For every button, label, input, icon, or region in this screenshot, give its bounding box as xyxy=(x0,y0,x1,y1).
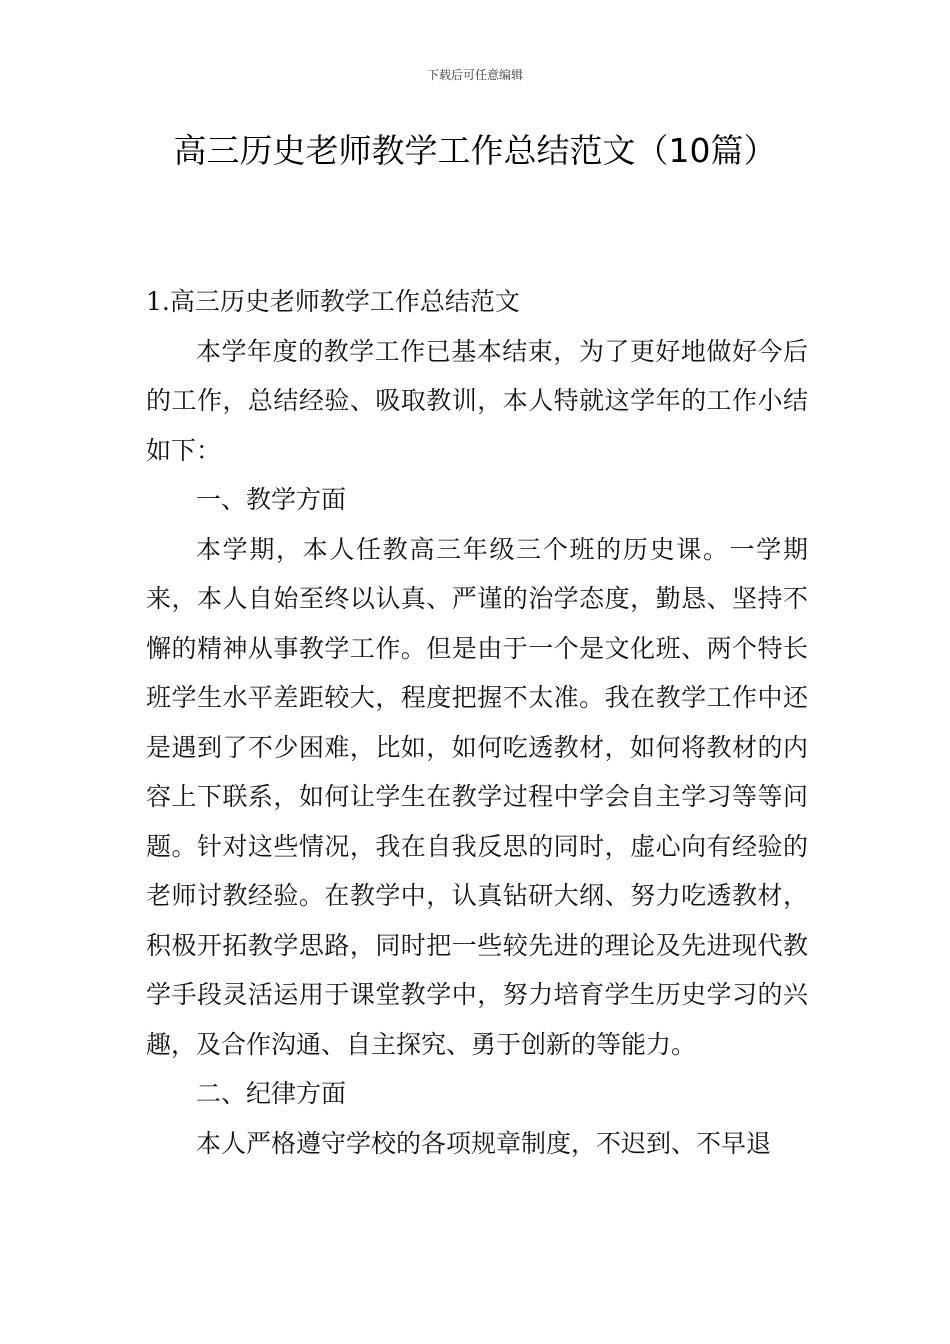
heading-teaching: 一、教学方面 xyxy=(196,485,347,514)
heading-discipline: 二、纪律方面 xyxy=(196,1079,347,1108)
section-title: 1.高三历史老师教学工作总结范文 xyxy=(146,287,520,316)
paragraph-teaching: 本学期，本人任教高三年级三个班的历史课。一学期来，本人自始至终以认真、严谨的治学态度，勤恳、坚持不懈的精神从事教学工作。但是由于一个是文化班、两个特长班学生水平差距较大，程度把握不太准。我在教学工作中还是遇到了不少困难，比如，如何吃透教材，如何将教材的内容上下联系，如何让学生在教学过程中学会自主学习等等问题。针对这些情况，我在自我反思的同时，虚心向有经验的老师讨教经验。在教学中，认真钻研大纲、努力吃透教材，积极开拓教学思路，同时把一些较先进的理论及先进现代教学手段灵活运用于课堂教学中，努力培育学生历史学习的兴趣，及合作沟通、自主探究、勇于创新的等能力。 xyxy=(146,534,808,1059)
paragraph-intro: 本学年度的教学工作已基本结束，为了更好地做好今后的工作，总结经验、吸取教训，本人特就这学年的工作小结如下： xyxy=(146,336,808,465)
header-note: 下载后可任意编辑 xyxy=(426,68,523,82)
paragraph-discipline: 本人严格遵守学校的各项规章制度，不迟到、不早退 xyxy=(196,1128,772,1158)
document-title: 高三历史老师教学工作总结范文（10篇） xyxy=(173,131,777,170)
document-body xyxy=(146,277,808,1168)
